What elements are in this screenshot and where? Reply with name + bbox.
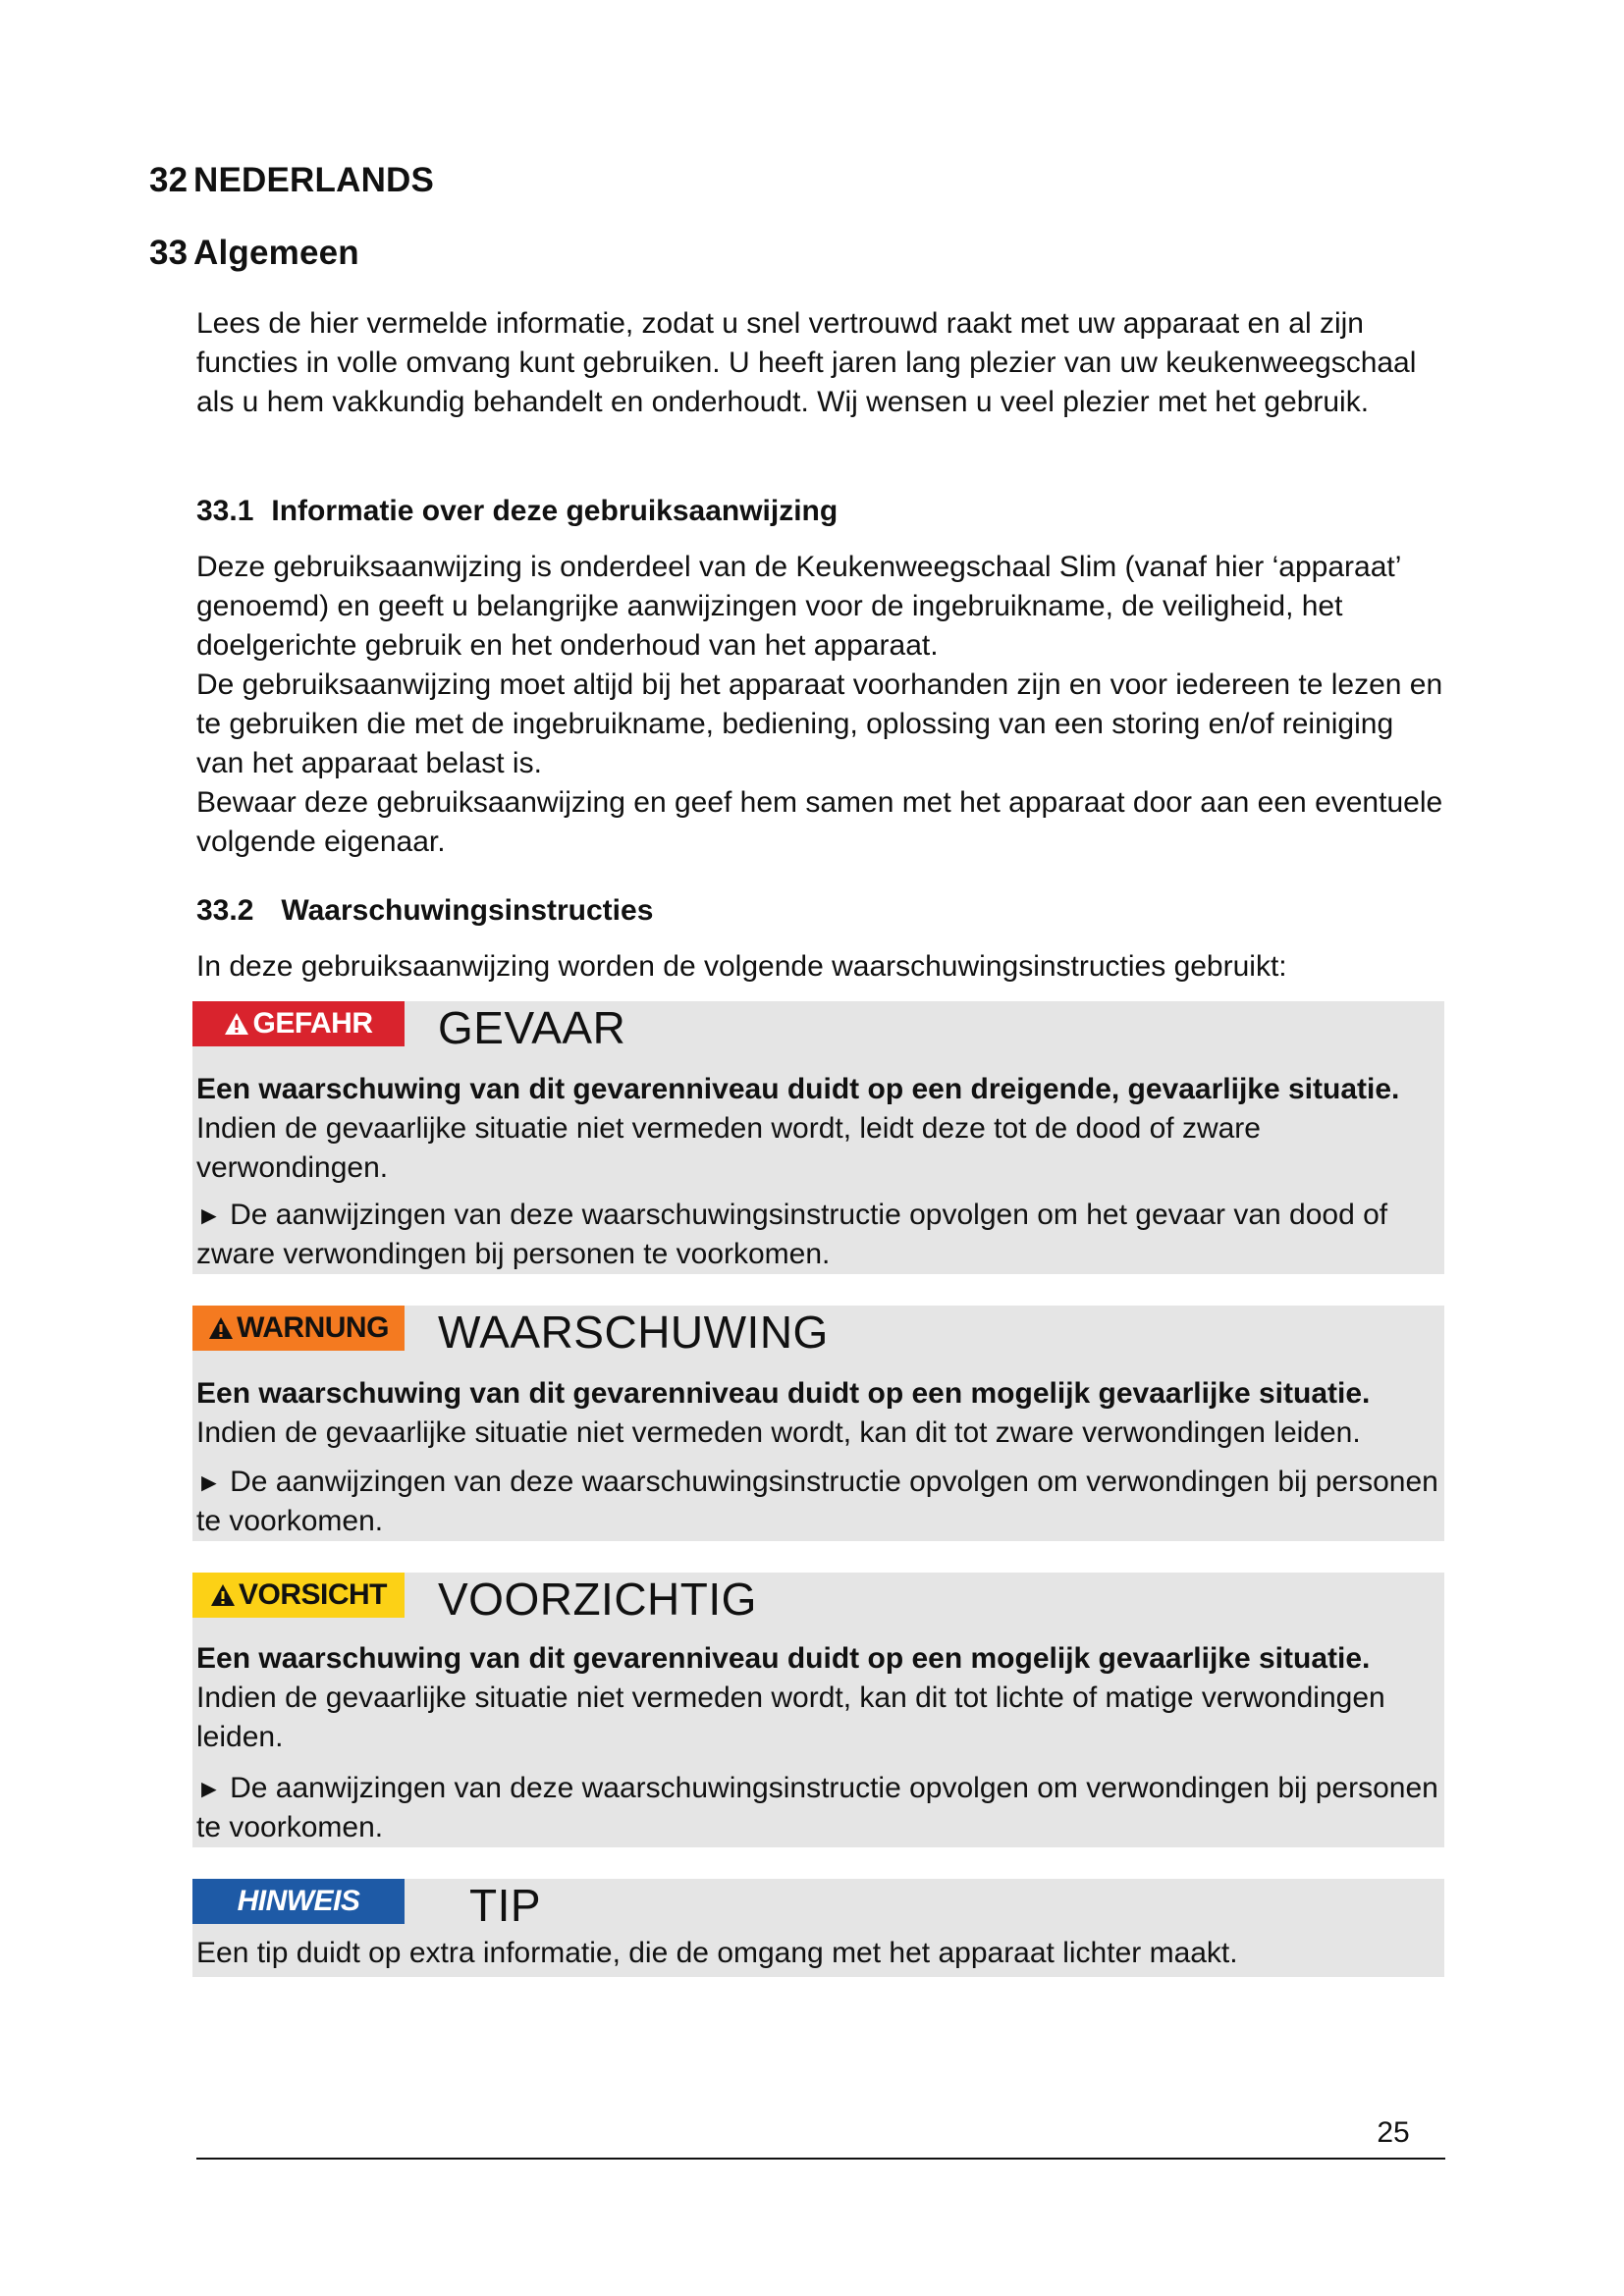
arrow-icon: ►: [196, 1201, 222, 1230]
caution-action: [196, 1769, 1443, 1847]
danger-badge: [192, 1001, 405, 1046]
action-text: De aanwijzingen van deze waarschuwingsinstructie opvolgen om verwondingen bij personen te voorkomen.: [196, 1466, 1438, 1537]
danger-title: GEVAAR: [438, 1002, 626, 1053]
warning-bold-text: Een waarschuwing van dit gevarenniveau duidt op een mogelijk gevaarlijke situatie.: [196, 1377, 1371, 1410]
badge-label: GEFAHR: [252, 1007, 373, 1040]
action-text: De aanwijzingen van deze waarschuwingsinstructie opvolgen om verwondingen bij personen te voorkomen.: [196, 1772, 1438, 1843]
heading-nederlands: [149, 161, 434, 200]
section-title: Waarschuwingsinstructies: [281, 894, 654, 927]
section-332-intro: In deze gebruiksaanwijzing worden de volgende waarschuwingsinstructies gebruikt:: [196, 950, 1287, 983]
warning-triangle-icon: [224, 1012, 249, 1036]
warning-title: WAARSCHUWING: [438, 1307, 829, 1358]
section-title: Informatie over deze gebruiksaanwijzing: [271, 495, 839, 527]
section-332-heading: [196, 894, 653, 928]
warning-triangle-icon: [208, 1316, 234, 1340]
footer-rule: [196, 2158, 1445, 2160]
section-number: 33.1: [196, 495, 254, 527]
badge-label: HINWEIS: [237, 1885, 360, 1917]
warning-badge: [192, 1306, 405, 1351]
caution-text: Indien de gevaarlijke situatie niet vermeden wordt, kan dit tot lichte of matige verwondingen leiden.: [196, 1682, 1385, 1753]
arrow-icon: ►: [196, 1468, 222, 1497]
paragraph: Bewaar deze gebruiksaanwijzing en geef hem samen met het apparaat door aan een eventuele volgende eigenaar.: [196, 786, 1443, 858]
danger-description: [196, 1070, 1443, 1188]
heading-text: NEDERLANDS: [193, 161, 435, 199]
section-number: 33.2: [196, 894, 254, 927]
action-text: De aanwijzingen van deze waarschuwingsinstructie opvolgen om het gevaar van dood of zware verwondingen bij personen te voorkomen.: [196, 1199, 1388, 1270]
caution-title: VOORZICHTIG: [438, 1574, 757, 1625]
arrow-icon: ►: [196, 1774, 222, 1803]
caution-bold-text: Een waarschuwing van dit gevarenniveau duidt op een mogelijk gevaarlijke situatie.: [196, 1642, 1371, 1675]
danger-bold-text: Een waarschuwing van dit gevarenniveau duidt op een dreigende, gevaarlijke situatie.: [196, 1073, 1400, 1105]
heading-text: Algemeen: [193, 234, 359, 272]
danger-action: [196, 1196, 1443, 1274]
tip-title: TIP: [469, 1880, 542, 1931]
badge-label: VORSICHT: [238, 1578, 387, 1611]
tip-text: Een tip duidt op extra informatie, die de omgang met het apparaat lichter maakt.: [196, 1937, 1238, 1969]
danger-text: Indien de gevaarlijke situatie niet vermeden wordt, leidt deze tot de dood of zware verwondingen.: [196, 1112, 1261, 1184]
paragraph: Deze gebruiksaanwijzing is onderdeel van de Keukenweegschaal Slim (vanaf hier ‘apparaat’ genoemd) en geeft u belangrijke aanwijzingen voor de ingebruikname, de veiligheid, het doelgerichte gebruik en het onderhoud van het apparaat.: [196, 551, 1401, 662]
warning-text: Indien de gevaarlijke situatie niet vermeden wordt, kan dit tot zware verwondingen leiden.: [196, 1416, 1361, 1449]
tip-box: [192, 1879, 1444, 1977]
danger-box: [192, 1001, 1444, 1274]
heading-number: 32: [149, 161, 189, 199]
paragraph: De gebruiksaanwijzing moet altijd bij het apparaat voorhanden zijn en voor iedereen te lezen en te gebruiken die met de ingebruikname, bediening, oplossing van een storing en/of reiniging van het apparaat belast is.: [196, 668, 1443, 779]
page-number: 25: [1377, 2116, 1410, 2149]
tip-badge: [192, 1879, 405, 1924]
badge-label: WARNUNG: [237, 1311, 389, 1344]
warning-action: [196, 1463, 1443, 1541]
warning-triangle-icon: [210, 1583, 236, 1607]
section-331-heading: [196, 495, 838, 528]
caution-description: [196, 1639, 1443, 1757]
intro-paragraph: Lees de hier vermelde informatie, zodat u snel vertrouwd raakt met uw apparaat en al zijn functies in volle omvang kunt gebruiken. U heeft jaren lang plezier van uw keukenweegschaal als u hem vakkundig behandelt en onderhoudt. Wij wensen u veel plezier met het gebruik.: [196, 307, 1417, 418]
heading-algemeen: [149, 234, 359, 273]
heading-number: 33: [149, 234, 189, 272]
warning-description: [196, 1374, 1443, 1453]
warning-box: [192, 1306, 1444, 1541]
section-331-body: [196, 548, 1448, 862]
caution-box: [192, 1573, 1444, 1847]
caution-badge: [192, 1573, 405, 1618]
